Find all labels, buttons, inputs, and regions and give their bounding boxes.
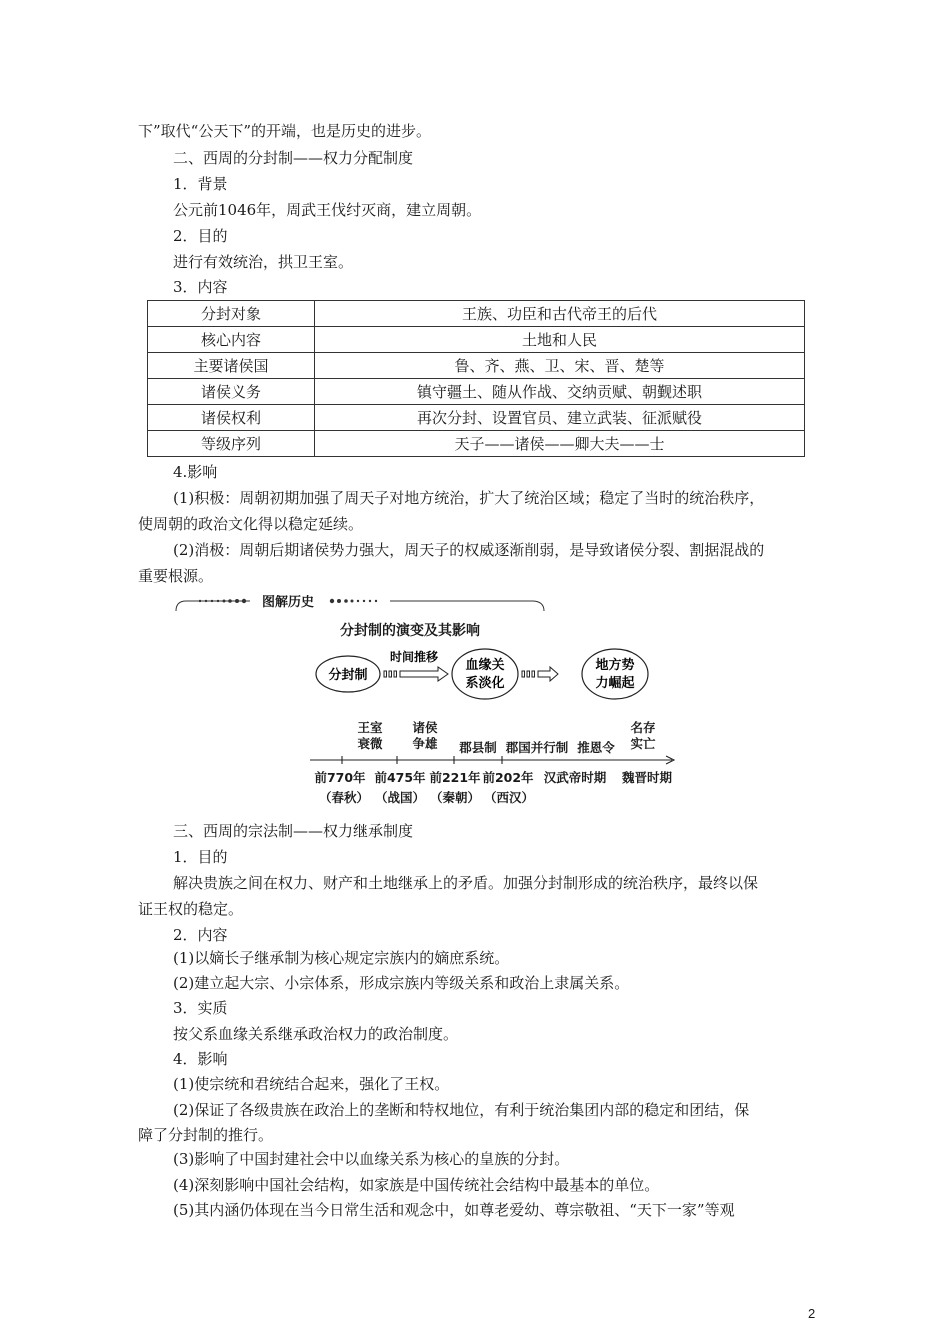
purpose-text: 进行有效统治，拱卫王室。 bbox=[173, 253, 354, 271]
impact-negative-line2: 重要根源。 bbox=[138, 567, 214, 585]
table-value: 镇守疆土、随从作战、交纳贡赋、朝觐述职 bbox=[315, 379, 805, 405]
s3-purpose-line1: 解决贵族之间在权力、财产和土地继承上的矛盾。加强分封制形成的统治秩序，最终以保 bbox=[173, 874, 759, 892]
s3-impact-2b: 障了分封制的推行。 bbox=[138, 1126, 274, 1144]
content-heading: 3．内容 bbox=[173, 278, 228, 296]
table-key: 等级序列 bbox=[148, 431, 315, 457]
table-row bbox=[148, 379, 805, 405]
s3-impact-2a: (2)保证了各级贵族在政治上的垄断和特权地位，有利于统治集团内部的稳定和团结，保 bbox=[173, 1101, 750, 1119]
purpose-heading: 2．目的 bbox=[173, 227, 228, 245]
table-value: 土地和人民 bbox=[315, 327, 805, 353]
node-fenfeng-label: 分封制 bbox=[328, 668, 368, 683]
date-weijin: 魏晋时期 bbox=[621, 770, 673, 785]
node-local-power-line1: 地方势 bbox=[595, 658, 635, 673]
s3-impact-heading: 4．影响 bbox=[173, 1050, 228, 1068]
event-royal-decline-2: 衰微 bbox=[357, 736, 383, 751]
date-475bc: 前475年 bbox=[374, 770, 426, 785]
timeline bbox=[300, 718, 680, 810]
date-770bc: 前770年 bbox=[314, 770, 366, 785]
table-key: 分封对象 bbox=[148, 301, 315, 327]
table-row bbox=[148, 301, 805, 327]
s3-content-2: (2)建立起大宗、小宗体系，形成宗族内等级关系和政治上隶属关系。 bbox=[173, 974, 630, 992]
section2-title: 二、西周的分封制——权力分配制度 bbox=[173, 149, 414, 167]
header-bracket-left bbox=[176, 601, 250, 611]
date-221bc: 前221年 bbox=[429, 770, 481, 785]
table-value: 天子——诸侯——卿大夫——士 bbox=[315, 431, 805, 457]
table-row bbox=[148, 405, 805, 431]
background-text: 公元前1046年，周武王伐纣灭商，建立周朝。 bbox=[173, 201, 482, 219]
table-value: 再次分封、设置官员、建立武装、征派赋役 bbox=[315, 405, 805, 431]
table-key: 主要诸侯国 bbox=[148, 353, 315, 379]
figure-badge: 图解历史 bbox=[261, 595, 315, 610]
event-nominal-2: 实亡 bbox=[630, 736, 656, 751]
s3-content-heading: 2．内容 bbox=[173, 926, 228, 944]
event-dual-system: 郡国并行制 bbox=[505, 740, 569, 755]
arrow1 bbox=[384, 667, 448, 681]
table-value: 王族、功臣和古代帝王的后代 bbox=[315, 301, 805, 327]
event-tuien-decree: 推恩令 bbox=[577, 740, 615, 755]
header-bracket-right bbox=[390, 601, 544, 611]
event-lords-compete-2: 争雄 bbox=[412, 736, 438, 751]
fenfeng-table bbox=[147, 300, 805, 457]
period-warring-states: （战国） bbox=[374, 790, 426, 805]
node-kinship-line1: 血缘关 bbox=[465, 658, 505, 673]
s3-essence-heading: 3．实质 bbox=[173, 999, 228, 1017]
s3-impact-3: (3)影响了中国封建社会中以血缘关系为核心的皇族的分封。 bbox=[173, 1150, 570, 1168]
table-key: 诸侯义务 bbox=[148, 379, 315, 405]
impact-positive-line2: 使周朝的政治文化得以稳定延续。 bbox=[138, 515, 364, 533]
arrow1-label: 时间推移 bbox=[389, 650, 439, 664]
date-wudi: 汉武帝时期 bbox=[543, 770, 607, 785]
event-lords-compete-1: 诸侯 bbox=[412, 720, 438, 735]
table-key: 诸侯权利 bbox=[148, 405, 315, 431]
impact-positive-line1: (1)积极：周朝初期加强了周天子对地方统治，扩大了统治区域；稳定了当时的统治秩序， bbox=[173, 489, 765, 507]
impact-negative-line1: (2)消极：周朝后期诸侯势力强大，周天子的权威逐渐削弱，是导致诸侯分裂、割据混战的 bbox=[173, 541, 765, 559]
table-row bbox=[148, 327, 805, 353]
period-qin: （秦朝） bbox=[429, 790, 481, 805]
node-kinship-line2: 系淡化 bbox=[465, 676, 505, 691]
event-prefecture-system: 郡县制 bbox=[459, 740, 497, 755]
node-local-power bbox=[582, 649, 648, 699]
arrow2 bbox=[522, 667, 558, 681]
section3-title: 三、西周的宗法制——权力继承制度 bbox=[173, 822, 414, 840]
s3-content-1: (1)以嫡长子继承制为核心规定宗族内的嫡庶系统。 bbox=[173, 949, 510, 967]
s3-purpose-line2: 证王权的稳定。 bbox=[138, 900, 244, 918]
s3-purpose-heading: 1．目的 bbox=[173, 848, 228, 866]
node-local-power-line2: 力崛起 bbox=[595, 676, 635, 691]
table-row bbox=[148, 431, 805, 457]
node-kinship bbox=[452, 649, 518, 699]
s3-essence-text: 按父系血缘关系继承政治权力的政治制度。 bbox=[173, 1025, 459, 1043]
table-value: 鲁、齐、燕、卫、宋、晋、楚等 bbox=[315, 353, 805, 379]
s3-impact-5: (5)其内涵仍体现在当今日常生活和观念中，如尊老爱幼、尊宗敬祖、“天下一家”等观 bbox=[173, 1201, 735, 1219]
event-royal-decline-1: 王室 bbox=[357, 720, 383, 735]
s3-impact-1: (1)使宗统和君统结合起来，强化了王权。 bbox=[173, 1075, 450, 1093]
background-heading: 1．背景 bbox=[173, 175, 228, 193]
date-202bc: 前202年 bbox=[482, 770, 534, 785]
timeline-axis bbox=[310, 756, 674, 764]
table-row bbox=[148, 353, 805, 379]
s3-impact-4: (4)深刻影响中国社会结构，如家族是中国传统社会结构中最基本的单位。 bbox=[173, 1176, 660, 1194]
event-nominal-1: 名存 bbox=[630, 720, 656, 735]
period-spring-autumn: （春秋） bbox=[318, 790, 370, 805]
intro-tail-line: 下”取代“公天下”的开端，也是历史的进步。 bbox=[138, 122, 432, 140]
node-local-power-group bbox=[560, 640, 720, 700]
page-number: 2 bbox=[808, 1306, 816, 1321]
figure-title: 分封制的演变及其影响 bbox=[340, 623, 480, 639]
impact-heading: 4.影响 bbox=[173, 463, 218, 481]
table-key: 核心内容 bbox=[148, 327, 315, 353]
period-western-han: （西汉） bbox=[483, 790, 535, 805]
